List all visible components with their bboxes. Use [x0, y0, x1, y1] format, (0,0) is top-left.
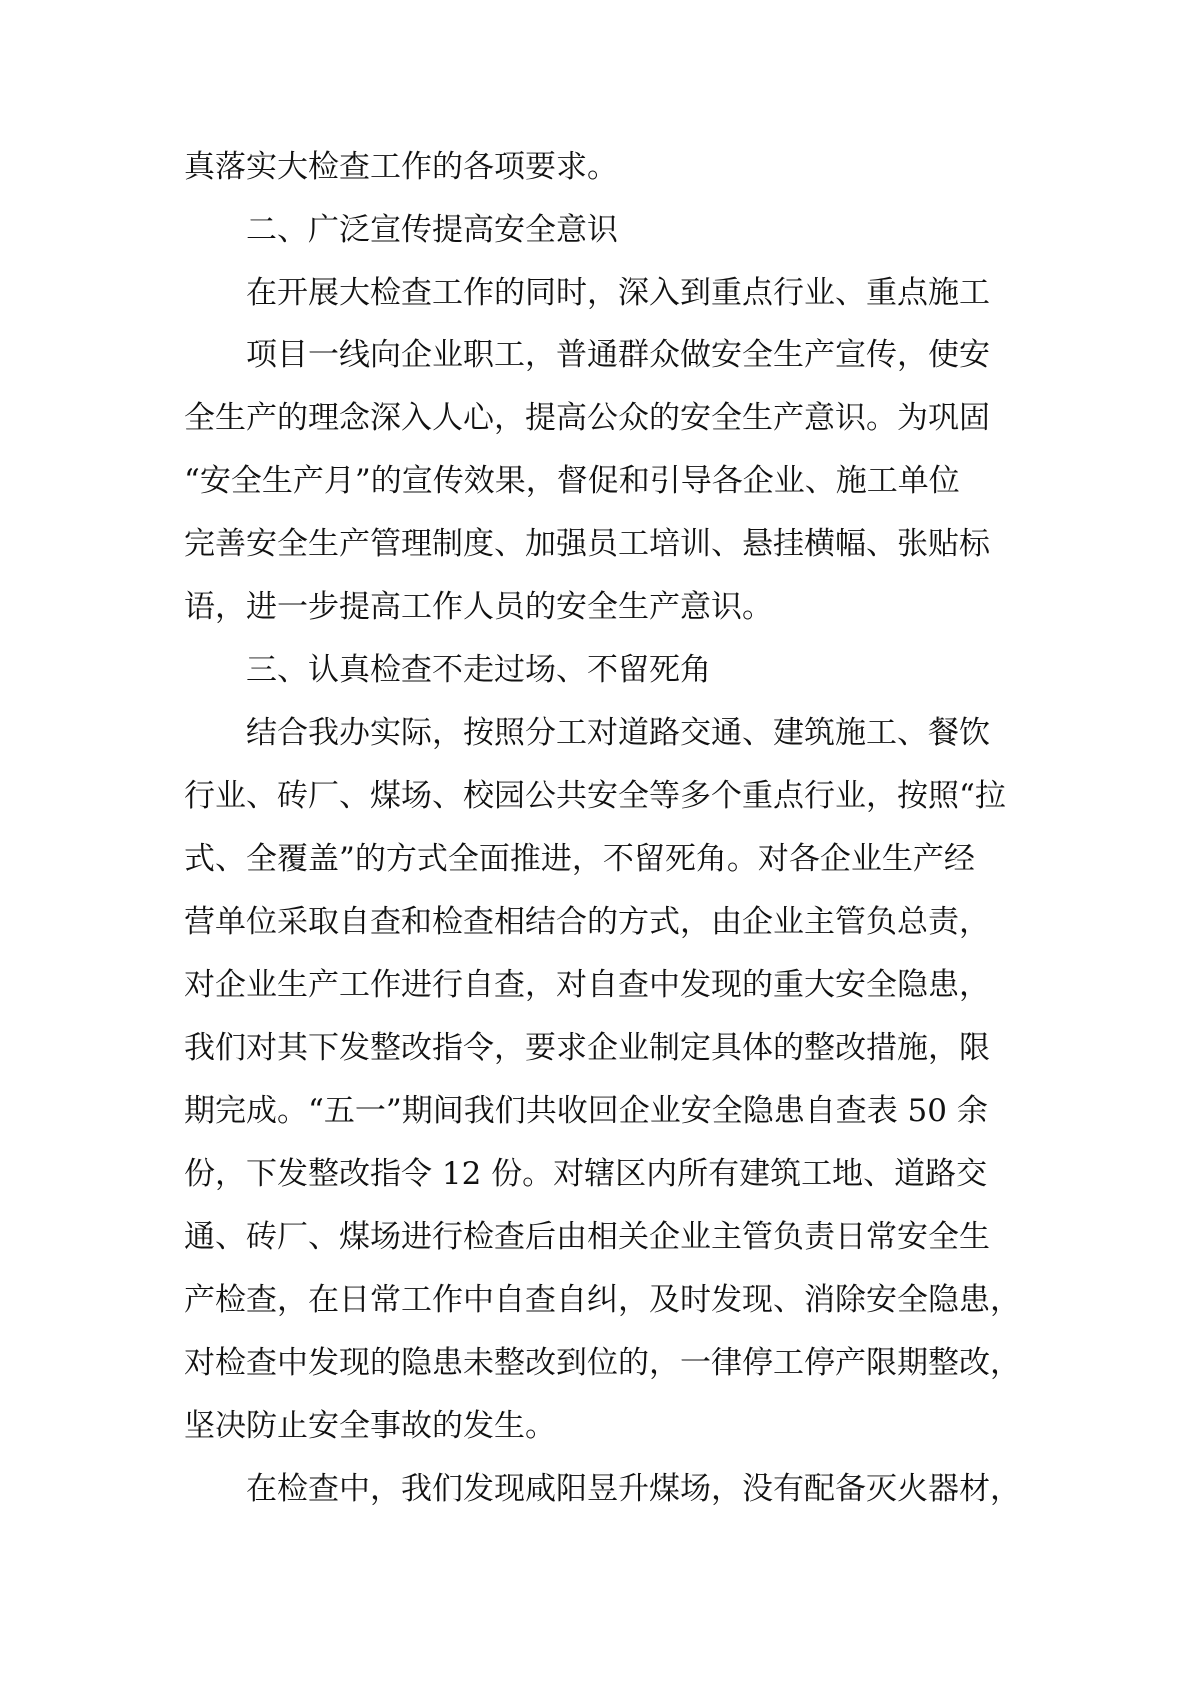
text-line: 对企业生产工作进行自查，对自查中发现的重大安全隐患，	[184, 967, 990, 1003]
text-line: 在开展大检查工作的同时，深入到重点行业、重点施工	[246, 275, 990, 311]
text-line: 在检查中，我们发现咸阳昱升煤场，没有配备灭火器材，	[246, 1471, 1021, 1507]
text-line: 结合我办实际，按照分工对道路交通、建筑施工、餐饮	[246, 715, 990, 751]
text-line: 坚决防止安全事故的发生。	[184, 1408, 556, 1444]
text-line: 完善安全生产管理制度、加强员工培训、悬挂横幅、张贴标	[184, 526, 990, 562]
text-line: 全生产的理念深入人心，提高公众的安全生产意识。为巩固	[184, 400, 990, 436]
text-line: 份，下发整改指令 12 份。对辖区内所有建筑工地、道路交	[184, 1156, 988, 1192]
text-line: “安全生产月”的宣传效果，督促和引导各企业、施工单位	[184, 463, 960, 499]
text-line: 真落实大检查工作的各项要求。	[184, 149, 618, 185]
text-line: 期完成。“五一”期间我们共收回企业安全隐患自查表 50 余	[184, 1093, 988, 1129]
text-line: 营单位采取自查和检查相结合的方式，由企业主管负总责，	[184, 904, 990, 940]
text-line: 项目一线向企业职工，普通群众做安全生产宣传，使安	[246, 337, 990, 373]
section-heading: 二、广泛宣传提高安全意识	[246, 212, 618, 248]
text-line: 对检查中发现的隐患未整改到位的，一律停工停产限期整改，	[184, 1345, 1021, 1381]
section-heading: 三、认真检查不走过场、不留死角	[246, 652, 711, 688]
text-line: 产检查，在日常工作中自查自纠，及时发现、消除安全隐患，	[184, 1282, 1021, 1318]
text-line: 通、砖厂、煤场进行检查后由相关企业主管负责日常安全生	[184, 1219, 990, 1255]
text-line: 语，进一步提高工作人员的安全生产意识。	[184, 589, 773, 625]
text-line: 行业、砖厂、煤场、校园公共安全等多个重点行业，按照“拉	[184, 778, 1006, 814]
text-line: 我们对其下发整改指令，要求企业制定具体的整改措施，限	[184, 1030, 990, 1066]
text-line: 式、全覆盖”的方式全面推进，不留死角。对各企业生产经	[184, 841, 975, 877]
